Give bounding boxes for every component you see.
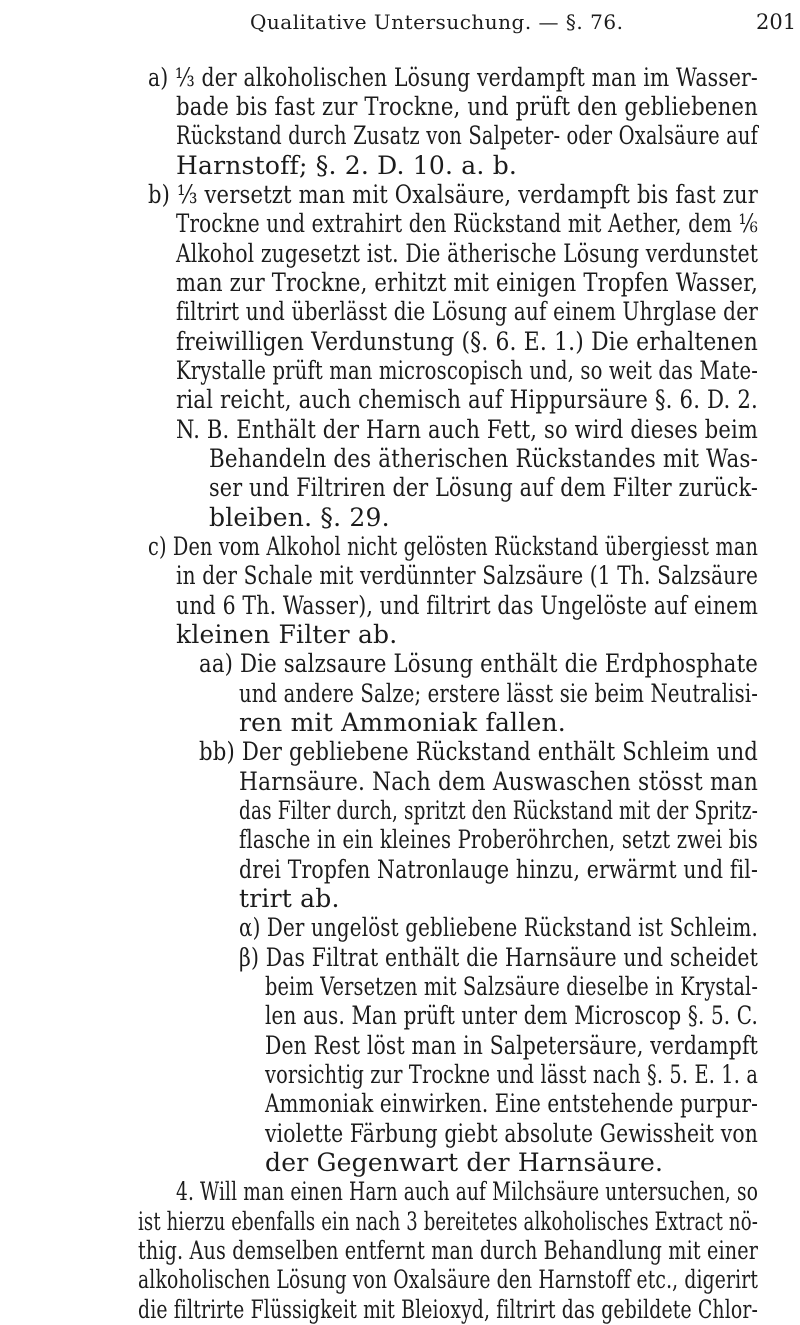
text-line: ist hierzu ebenfalls ein nach 3 bereitetes alkoholisches Extract nö-	[138, 1207, 758, 1236]
text-line: 4. Will man einen Harn auch auf Milchsäure untersuchen, so	[176, 1177, 759, 1206]
text-line: vorsichtig zur Trockne und lässt nach §. 5. E. 1. a	[265, 1060, 759, 1089]
text-line: in der Schale mit verdünnter Salzsäure (1 Th. Salzsäure	[176, 561, 759, 590]
text-line: kleinen Filter ab.	[176, 620, 398, 649]
text-line: Harnsäure. Nach dem Auswaschen stösst man	[239, 767, 759, 796]
text-line: Krystalle prüft man microscopisch und, so weit das Mate-	[176, 356, 758, 385]
text-line: N. B. Enthält der Harn auch Fett, so wird dieses beim	[176, 415, 759, 444]
text-line: bb) Der gebliebene Rückstand enthält Schleim und	[199, 737, 759, 766]
text-line: Ammoniak einwirken. Eine entstehende purpur-	[265, 1089, 759, 1118]
text-line: a) ⅓ der alkoholischen Lösung verdampft man im Wasser-	[148, 63, 758, 92]
text-line: das Filter durch, spritzt den Rückstand mit der Spritz-	[239, 796, 759, 825]
text-line: ser und Filtriren der Lösung auf dem Filter zurück-	[209, 473, 758, 502]
text-line: ren mit Ammoniak fallen.	[239, 708, 566, 737]
text-line: freiwilligen Verdunstung (§. 6. E. 1.) Die erhaltenen	[176, 327, 758, 356]
text-line: rial reicht, auch chemisch auf Hippursäure §. 6. D. 2.	[176, 385, 758, 414]
text-line: filtrirt und überlässt die Lösung auf einem Uhrglase der	[176, 297, 758, 326]
text-line: alkoholischen Lösung von Oxalsäure den Harnstoff etc., digerirt	[138, 1265, 759, 1294]
text-line: len aus. Man prüft unter dem Microscop §. 5. C.	[265, 1001, 759, 1030]
text-line: Den Rest löst man in Salpetersäure, verdampft	[265, 1031, 758, 1060]
text-line: aa) Die salzsaure Lösung enthält die Erdphosphate	[199, 649, 758, 678]
text-line: trirt ab.	[239, 884, 340, 913]
page-number: 201	[756, 10, 797, 34]
text-line: violette Färbung giebt absolute Gewissheit von	[265, 1119, 758, 1148]
text-line: α) Der ungelöst gebliebene Rückstand ist Schleim.	[239, 913, 758, 942]
text-line: man zur Trockne, erhitzt mit einigen Tropfen Wasser,	[176, 268, 758, 297]
text-line: Behandeln des ätherischen Rückstandes mit Was-	[209, 444, 759, 473]
text-line: b) ⅓ versetzt man mit Oxalsäure, verdampft bis fast zur	[148, 180, 758, 209]
text-line: drei Tropfen Natronlauge hinzu, erwärmt und fil-	[239, 855, 759, 884]
text-line: bleiben. §. 29.	[209, 503, 390, 532]
text-line: β) Das Filtrat enthält die Harnsäure und scheidet	[239, 943, 759, 972]
text-line: der Gegenwart der Harnsäure.	[265, 1148, 664, 1177]
text-line: c) Den vom Alkohol nicht gelösten Rückstand übergiesst man	[148, 532, 759, 561]
running-title: Qualitative Untersuchung. — §. 76.	[250, 10, 624, 34]
text-line: thig. Aus demselben entfernt man durch Behandlung mit einer	[138, 1236, 759, 1265]
text-line: die filtrirte Flüssigkeit mit Bleioxyd, filtrirt das gebildete Chlor-	[138, 1295, 759, 1324]
text-line: Alkohol zugesetzt ist. Die ätherische Lösung verdunstet	[176, 239, 759, 268]
text-line: Trockne und extrahirt den Rückstand mit Aether, dem ⅙	[176, 209, 759, 238]
text-line: bade bis fast zur Trockne, und prüft den gebliebenen	[176, 92, 758, 121]
text-line: flasche in ein kleines Proberöhrchen, setzt zwei bis	[239, 825, 759, 854]
text-line: Harnstoff; §. 2. D. 10. a. b.	[176, 151, 518, 180]
text-line: Rückstand durch Zusatz von Salpeter- oder Oxalsäure auf	[176, 121, 759, 150]
text-line: und andere Salze; erstere lässt sie beim Neutralisi-	[239, 679, 759, 708]
text-line: beim Versetzen mit Salzsäure dieselbe in Krystal-	[265, 972, 759, 1001]
text-line: und 6 Th. Wasser), und filtrirt das Ungelöste auf einem	[176, 591, 759, 620]
